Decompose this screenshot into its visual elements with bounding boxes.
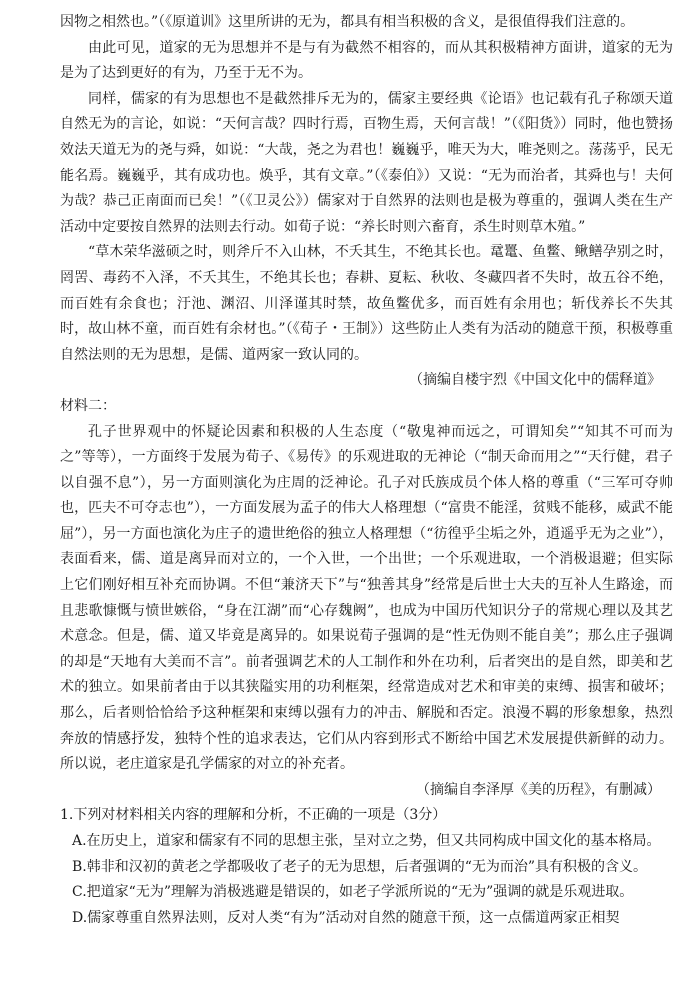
material1-paragraph-1: 由此可见，道家的无为思想并不是与有为截然不相容的，而从其积极精神方面讲，道家的无为是为了达到更好的有为，乃至于无不为。	[60, 39, 673, 82]
question-1-stem: 1.下列对材料相关内容的理解和分析，不正确的一项是（3分）	[60, 807, 447, 824]
question-1-option-b: B.韩非和汉初的黄老之学都吸收了老子的无为思想，后者强调的“无为而治”具有积极的含义。	[72, 858, 648, 875]
question-1-option-c: C.把道家“无为”理解为消极逃避是错误的，如老子学派所说的“无为”强调的就是乐观进取。	[72, 884, 634, 901]
material1-quote-paragraph: “草木荣华滋硕之时，则斧斤不入山林，不夭其生，不绝其长也。鼋鼍、鱼鳖、鳅鳝孕别之时，罔罟、毒药不入泽，不夭其生，不绝其长也；春耕、夏耘、秋收、冬藏四者不失时，故五谷不绝，而百姓有余食也；汙池、渊沼、川泽谨其时禁，故鱼鳖优多，而百姓有余用也；斩伐养长不失其时，故山林不童，而百姓有余材也。”（《荀子・王制》）这些防止人类有为活动的随意干预，积极尊重自然法则的无为思想，是儒、道两家一致认同的。	[60, 244, 673, 363]
material1-paragraph-0: 因物之相然也。”（《原道训》这里所讲的无为，都具有相当积极的含义，是很值得我们注意的。	[60, 14, 635, 30]
material2-paragraph-1: 孔子世界观中的怀疑论因素和积极的人生态度（“敬鬼神而远之，可谓知矣”“知其不可而为之”等等），一方面终于发展为荀子、《易传》的乐观进取的无神论（“制天命而用之”“天行健，君子以自强不息”），另一方面则演化为庄周的泛神论。孔子对氏族成员个体人格的尊重（“三军可夺帅也，匹夫不可夺志也”），一方面发展为孟子的伟大人格理想（“富贵不能淫，贫贱不能移，威武不能屈”），另一方面也演化为庄子的遗世绝俗的独立人格理想（“彷徨乎尘垢之外，逍遥乎无为之业”），表面看来，儒、道是离异而对立的，一个入世，一个出世；一个乐观进取，一个消极退避；但实际上它们刚好相互补充而协调。不但“兼济天下”与“独善其身”经常是后世士大夫的互补人生路途，而且悲歌慷慨与愤世嫉俗，“身在江湖”而“心存魏阙”，也成为中国历代知识分子的常规心理以及其艺术意念。但是，儒、道又毕竟是离异的。如果说荀子强调的是“性无伪则不能自美”；那么庄子强调的却是“天地有大美而不言”。前者强调艺术的人工制作和外在功利，后者突出的是自然，即美和艺术的独立。如果前者由于以其狭隘实用的功利框架，经常造成对艺术和审美的束缚、损害和破坏；那么，后者则恰恰给予这种框架和束缚以强有力的冲击、解脱和否定。浪漫不羁的形象想象，热烈奔放的情感抒发，独特个性的追求表达，它们从内容到形式不断给中国艺术发展提供新鲜的动力。所以说，老庄道家是孔学儒家的对立的补充者。	[60, 423, 673, 773]
material2-source: （摘编自李泽厚《美的历程》，有删减）	[416, 781, 661, 798]
material1-source: （摘编自楼宇烈《中国文化中的儒释道》	[409, 372, 661, 389]
material1-paragraph-2: 同样，儒家的有为思想也不是截然排斥无为的，儒家主要经典《论语》也记载有孔子称颂天道自然无为的言论，如说：“天何言哉？四时行焉，百物生焉，天何言哉！”（《阳货》）同时，他也赞扬效法天道无为的尧与舜，如说：“大哉，尧之为君也！巍巍乎，唯天为大，唯尧则之。荡荡乎，民无能名焉。巍巍乎，其有成功也。焕乎，其有文章。”（《泰伯》）又说：“无为而治者，其舜也与！夫何为哉？恭己正南面而已矣！”（《卫灵公》）儒家对于自然界的法则也是极为尊重的，强调人类在生产活动中定要按自然界的法则去行动。如荀子说：“养长时则六畜育，杀生时则草木殖。”	[60, 90, 673, 235]
material2-heading: 材料二：	[60, 397, 116, 414]
question-1-option-a: A.在历史上，道家和儒家有不同的思想主张，呈对立之势，但又共同构成中国文化的基本格局。	[72, 833, 661, 849]
question-1-option-d: D.儒家尊重自然界法则，反对人类“有为”活动对自然的随意干预，这一点儒道两家正相契	[72, 909, 620, 926]
